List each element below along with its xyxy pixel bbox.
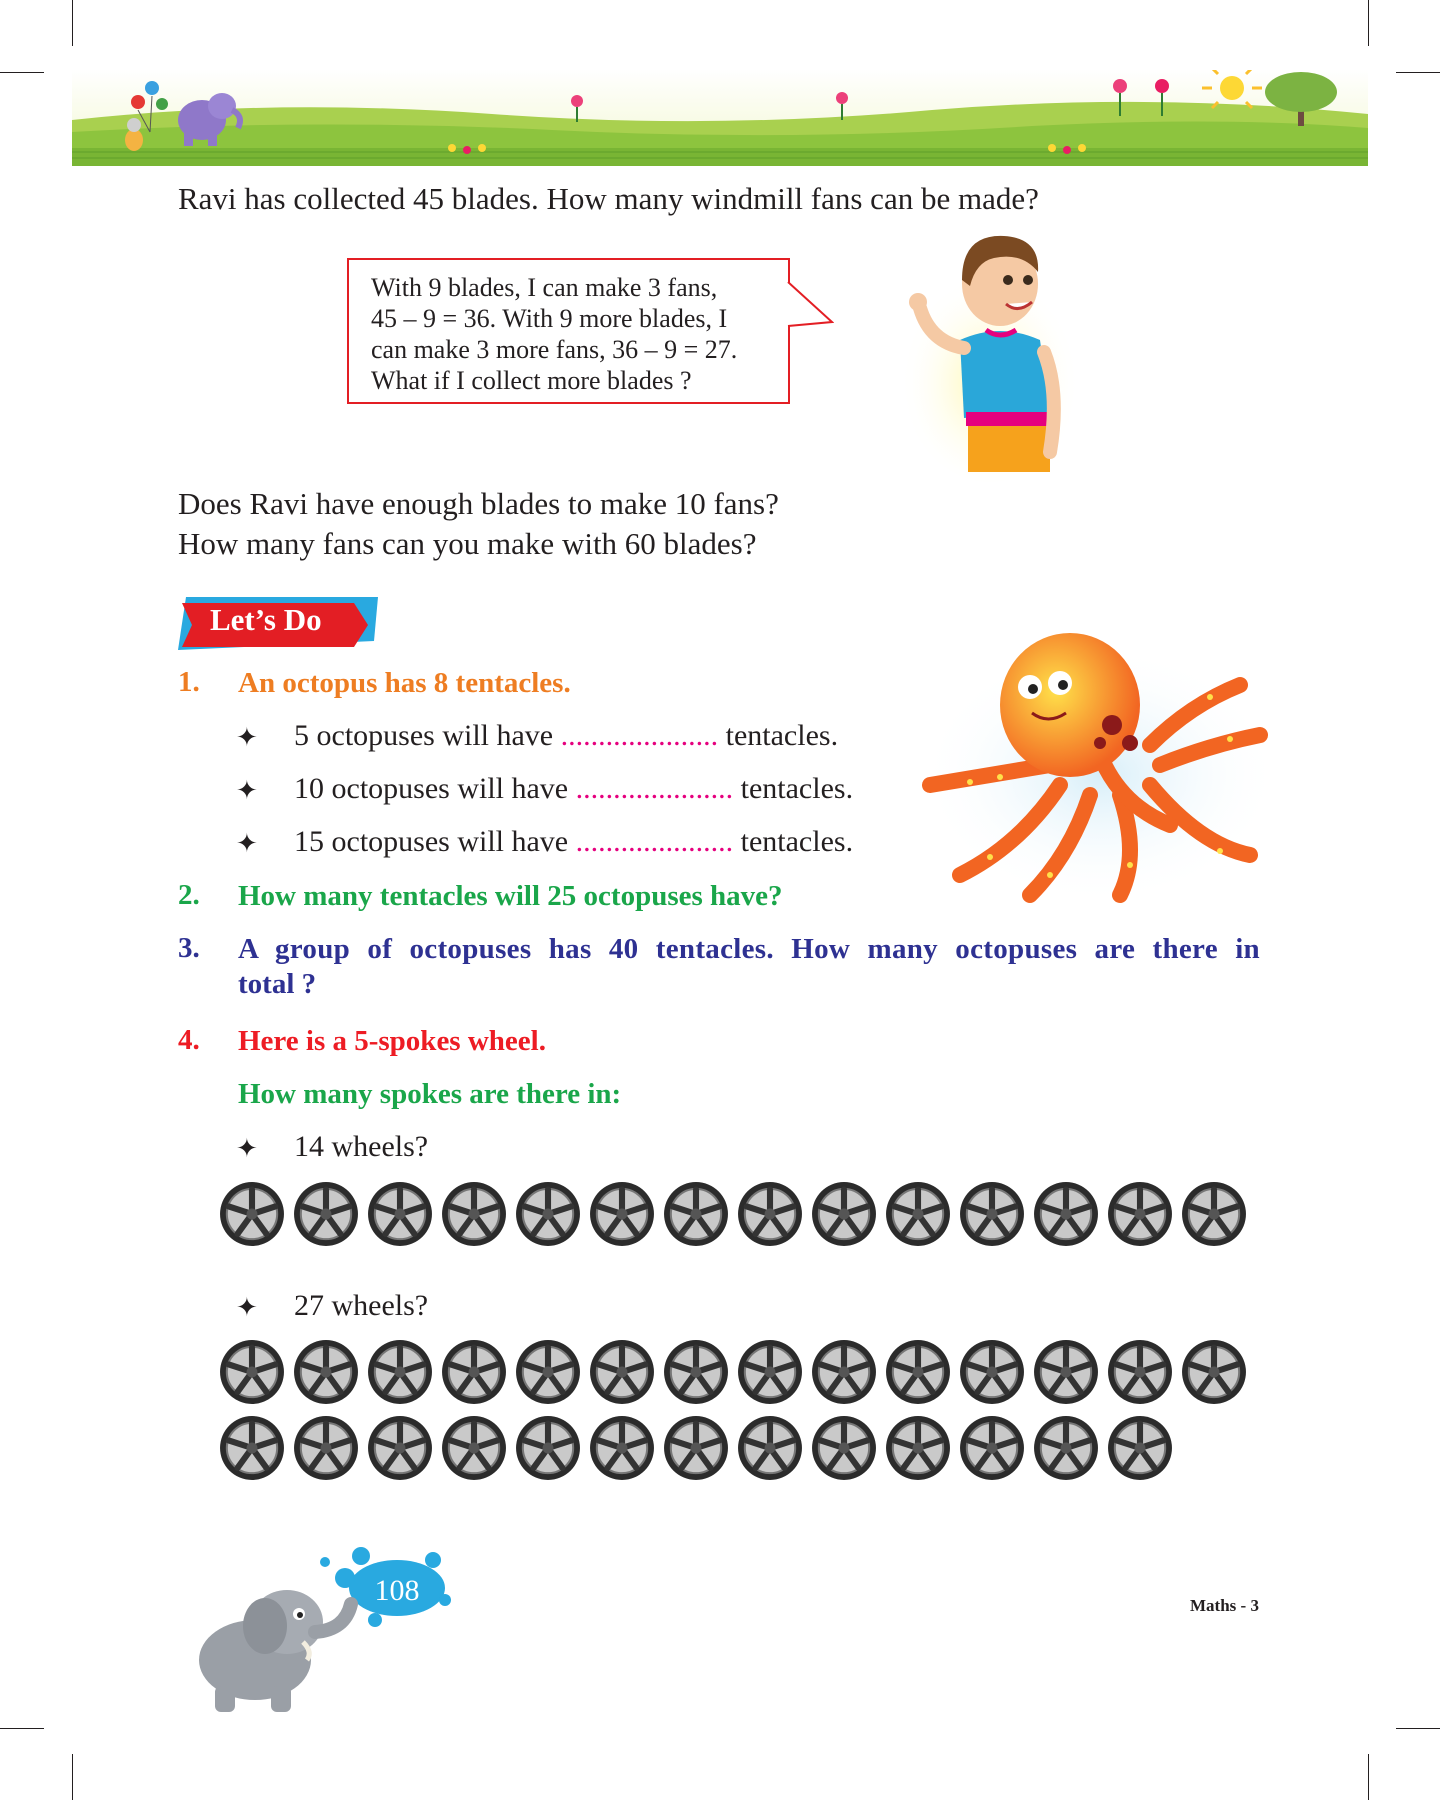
bubble-line: can make 3 more fans, 36 – 9 = 27. — [371, 335, 738, 364]
lets-do-tag — [178, 597, 378, 650]
question-suffix: tentacles. — [740, 825, 854, 858]
five-spoke-wheel-icon — [1106, 1414, 1174, 1482]
five-spoke-wheel-icon — [662, 1414, 730, 1482]
book-title: Maths - 3 — [1190, 1596, 1259, 1615]
bullet-icon: ✦ — [236, 1293, 258, 1322]
page-number: 108 — [374, 1574, 420, 1607]
five-spoke-wheel-icon — [662, 1180, 730, 1248]
wheel-question: 27 wheels? — [294, 1289, 429, 1322]
five-spoke-wheel-icon — [218, 1180, 286, 1248]
octopus-question-row — [294, 825, 853, 859]
five-spoke-wheel-icon — [662, 1338, 730, 1406]
bullet-icon: ✦ — [236, 776, 258, 805]
five-spoke-wheel-icon — [884, 1338, 952, 1406]
item-heading: How many tentacles will 25 octopuses have? — [238, 880, 783, 912]
five-spoke-wheel-icon — [736, 1180, 804, 1248]
rabbit-illustration — [125, 118, 143, 151]
five-spoke-wheel-icon — [366, 1180, 434, 1248]
five-spoke-wheel-icon — [218, 1338, 286, 1406]
question-prefix: 15 octopuses will have — [294, 825, 569, 858]
bullet-icon: ✦ — [236, 723, 258, 752]
crop-mark — [1368, 1754, 1369, 1800]
wheel-row-14 — [218, 1180, 1248, 1248]
question-prefix: 10 octopuses will have — [294, 772, 569, 805]
speech-bubble-tail — [786, 280, 834, 360]
five-spoke-wheel-icon — [292, 1414, 360, 1482]
five-spoke-wheel-icon — [736, 1338, 804, 1406]
bubble-line: What if I collect more blades ? — [371, 366, 692, 395]
five-spoke-wheel-icon — [1032, 1180, 1100, 1248]
five-spoke-wheel-icon — [1106, 1180, 1174, 1248]
five-spoke-wheel-icon — [440, 1180, 508, 1248]
five-spoke-wheel-icon — [958, 1180, 1026, 1248]
followup-question: How many fans can you make with 60 blades? — [178, 526, 757, 561]
five-spoke-wheel-icon — [588, 1338, 656, 1406]
five-spoke-wheel-icon — [1032, 1338, 1100, 1406]
item-heading — [238, 932, 1260, 1002]
item-number: 4. — [178, 1024, 200, 1056]
five-spoke-wheel-icon — [1180, 1338, 1248, 1406]
question-prefix: 5 octopuses will have — [294, 719, 554, 752]
answer-blank[interactable]: ..................... — [575, 772, 734, 805]
item-number: 2. — [178, 879, 200, 911]
lets-do-label: Let’s Do — [210, 602, 322, 637]
item-subheading: How many spokes are there in: — [238, 1078, 622, 1110]
five-spoke-wheel-icon — [514, 1180, 582, 1248]
crop-mark — [0, 72, 44, 73]
crop-mark — [0, 1728, 44, 1729]
five-spoke-wheel-icon — [588, 1180, 656, 1248]
intro-question: Ravi has collected 45 blades. How many windmill fans can be made? — [178, 181, 1039, 216]
item-heading-line: total ? — [238, 968, 317, 1000]
five-spoke-wheel-icon — [810, 1338, 878, 1406]
octopus-question-row — [294, 719, 838, 753]
bullet-icon: ✦ — [236, 829, 258, 858]
item-heading: An octopus has 8 tentacles. — [238, 667, 571, 699]
five-spoke-wheel-icon — [292, 1180, 360, 1248]
boy-ravi-illustration — [890, 222, 1080, 482]
wheel-row-27-first — [218, 1338, 1248, 1406]
elephant-mascot-illustration — [175, 1540, 455, 1720]
followup-question: Does Ravi have enough blades to make 10 fans? — [178, 486, 779, 521]
question-suffix: tentacles. — [725, 719, 839, 752]
item-heading: Here is a 5-spokes wheel. — [238, 1025, 546, 1057]
crop-mark — [72, 0, 73, 46]
five-spoke-wheel-icon — [884, 1180, 952, 1248]
five-spoke-wheel-icon — [810, 1414, 878, 1482]
wheel-row-27-second — [218, 1414, 1174, 1482]
bubble-line: 45 – 9 = 36. With 9 more blades, I — [371, 304, 728, 333]
five-spoke-wheel-icon — [440, 1414, 508, 1482]
octopus-question-row — [294, 772, 853, 806]
five-spoke-wheel-icon — [588, 1414, 656, 1482]
bullet-icon: ✦ — [236, 1134, 258, 1163]
five-spoke-wheel-icon — [514, 1338, 582, 1406]
five-spoke-wheel-icon — [958, 1338, 1026, 1406]
crop-mark — [1368, 0, 1369, 46]
five-spoke-wheel-icon — [292, 1338, 360, 1406]
five-spoke-wheel-icon — [1180, 1180, 1248, 1248]
five-spoke-wheel-icon — [1106, 1338, 1174, 1406]
crop-mark — [1396, 72, 1440, 73]
octopus-illustration — [900, 625, 1280, 905]
five-spoke-wheel-icon — [440, 1338, 508, 1406]
meadow-banner-illustration — [72, 70, 1368, 166]
five-spoke-wheel-icon — [514, 1414, 582, 1482]
five-spoke-wheel-icon — [218, 1414, 286, 1482]
five-spoke-wheel-icon — [1032, 1414, 1100, 1482]
five-spoke-wheel-icon — [884, 1414, 952, 1482]
five-spoke-wheel-icon — [736, 1414, 804, 1482]
five-spoke-wheel-icon — [366, 1414, 434, 1482]
five-spoke-wheel-icon — [366, 1338, 434, 1406]
answer-blank[interactable]: ..................... — [560, 719, 719, 752]
question-suffix: tentacles. — [740, 772, 854, 805]
crop-mark — [72, 1754, 73, 1800]
answer-blank[interactable]: ..................... — [575, 825, 734, 858]
speech-bubble-text — [371, 272, 781, 396]
bubble-line: With 9 blades, I can make 3 fans, — [371, 273, 718, 302]
crop-mark — [1396, 1728, 1440, 1729]
item-heading-line: A group of octopuses has 40 tentacles. How many octopuses are there in — [238, 933, 1260, 965]
wheel-question: 14 wheels? — [294, 1130, 429, 1163]
item-number: 3. — [178, 932, 200, 964]
item-number: 1. — [178, 666, 200, 698]
five-spoke-wheel-icon — [810, 1180, 878, 1248]
speech-bubble — [347, 258, 790, 404]
five-spoke-wheel-icon — [958, 1414, 1026, 1482]
